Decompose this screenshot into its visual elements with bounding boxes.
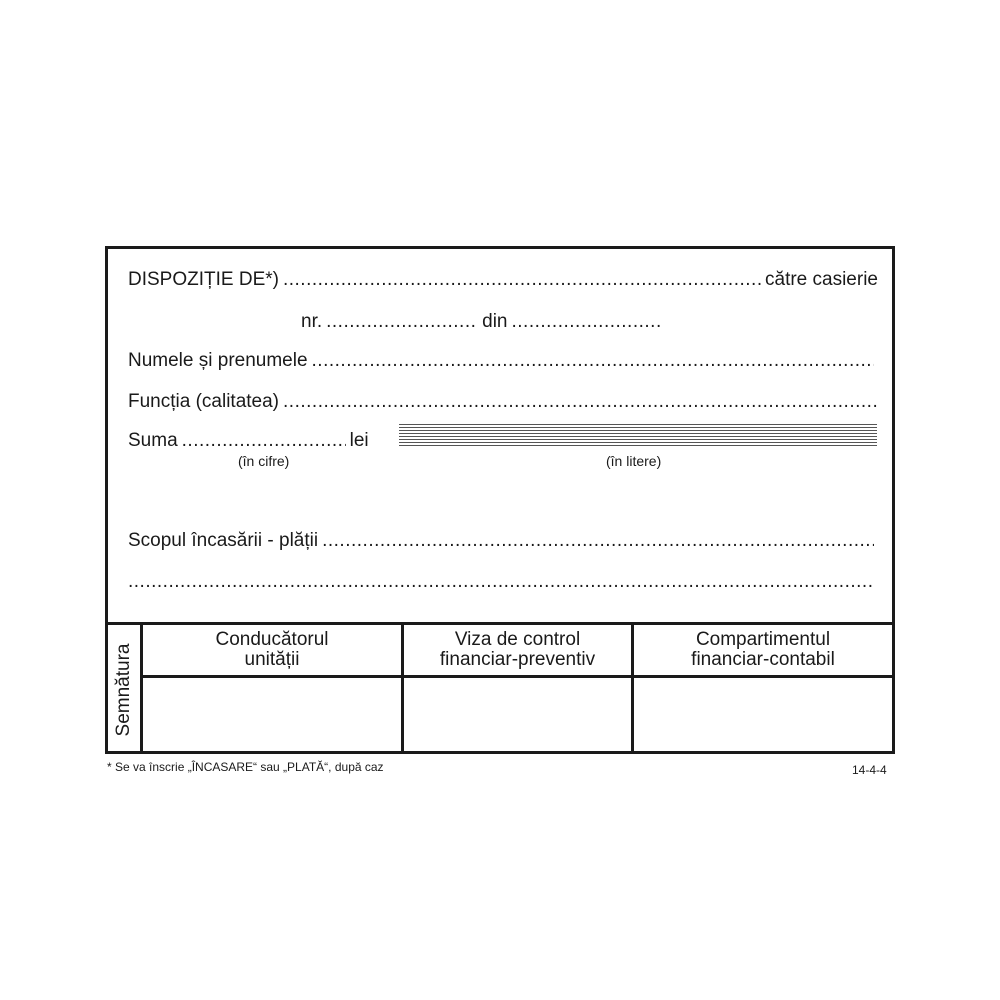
purpose-label: Scopul încasării - plății: [128, 530, 319, 551]
sum-words-field[interactable]: [399, 424, 877, 446]
column-header-line: unității: [244, 649, 300, 670]
signature-side-text: Semnătura: [113, 643, 134, 736]
sum-currency: lei: [349, 430, 369, 451]
column-header: [404, 625, 631, 678]
column-header: [143, 625, 401, 678]
form-code: 14-4-4: [852, 763, 887, 777]
sum-label: Suma: [128, 430, 178, 451]
sum-words-hint: (în litere): [606, 453, 662, 469]
column-header-line: Viza de control: [454, 629, 581, 650]
sum-row: [128, 430, 369, 452]
column-header-line: Compartimentul: [695, 629, 831, 650]
signature-cell[interactable]: [143, 678, 401, 754]
number-date-row: [301, 311, 665, 333]
column-header-line: financiar-contabil: [691, 649, 835, 670]
din-label: din: [482, 311, 508, 332]
signature-column-manager: [143, 625, 401, 754]
type-field[interactable]: [283, 269, 761, 291]
title-row: [128, 269, 878, 291]
purpose-continuation-row: [128, 571, 878, 593]
signature-side-label: [108, 625, 143, 754]
footnote: * Se va înscrie „ÎNCASARE“ sau „PLATĂ“, după caz: [107, 760, 384, 774]
signature-cell[interactable]: [404, 678, 631, 754]
signature-column-control: [404, 625, 631, 754]
nr-label: nr.: [301, 311, 323, 332]
sum-digits-hint: (în cifre): [238, 453, 290, 469]
purpose-continuation-field[interactable]: [128, 571, 874, 593]
signature-cell[interactable]: [634, 678, 892, 754]
column-header-line: Conducătorul: [215, 629, 329, 650]
name-row: [128, 350, 878, 372]
number-field[interactable]: [326, 311, 478, 333]
function-field[interactable]: [283, 391, 877, 413]
function-row: [128, 391, 881, 413]
date-field[interactable]: [511, 311, 661, 333]
cash-disposition-form: [105, 246, 895, 754]
function-label: Funcția (calitatea): [128, 391, 280, 412]
name-label: Numele și prenumele: [128, 350, 308, 371]
title-suffix: către casierie: [765, 269, 878, 290]
signature-column-accounting: [634, 625, 892, 754]
sum-digits-field[interactable]: [182, 430, 346, 452]
column-header: [634, 625, 892, 678]
purpose-row: [128, 530, 878, 552]
column-header-line: financiar-preventiv: [439, 649, 596, 670]
signature-table: [108, 622, 892, 754]
name-field[interactable]: [312, 350, 874, 372]
purpose-field[interactable]: [322, 530, 874, 552]
form-title: DISPOZIȚIE DE*): [128, 269, 279, 290]
